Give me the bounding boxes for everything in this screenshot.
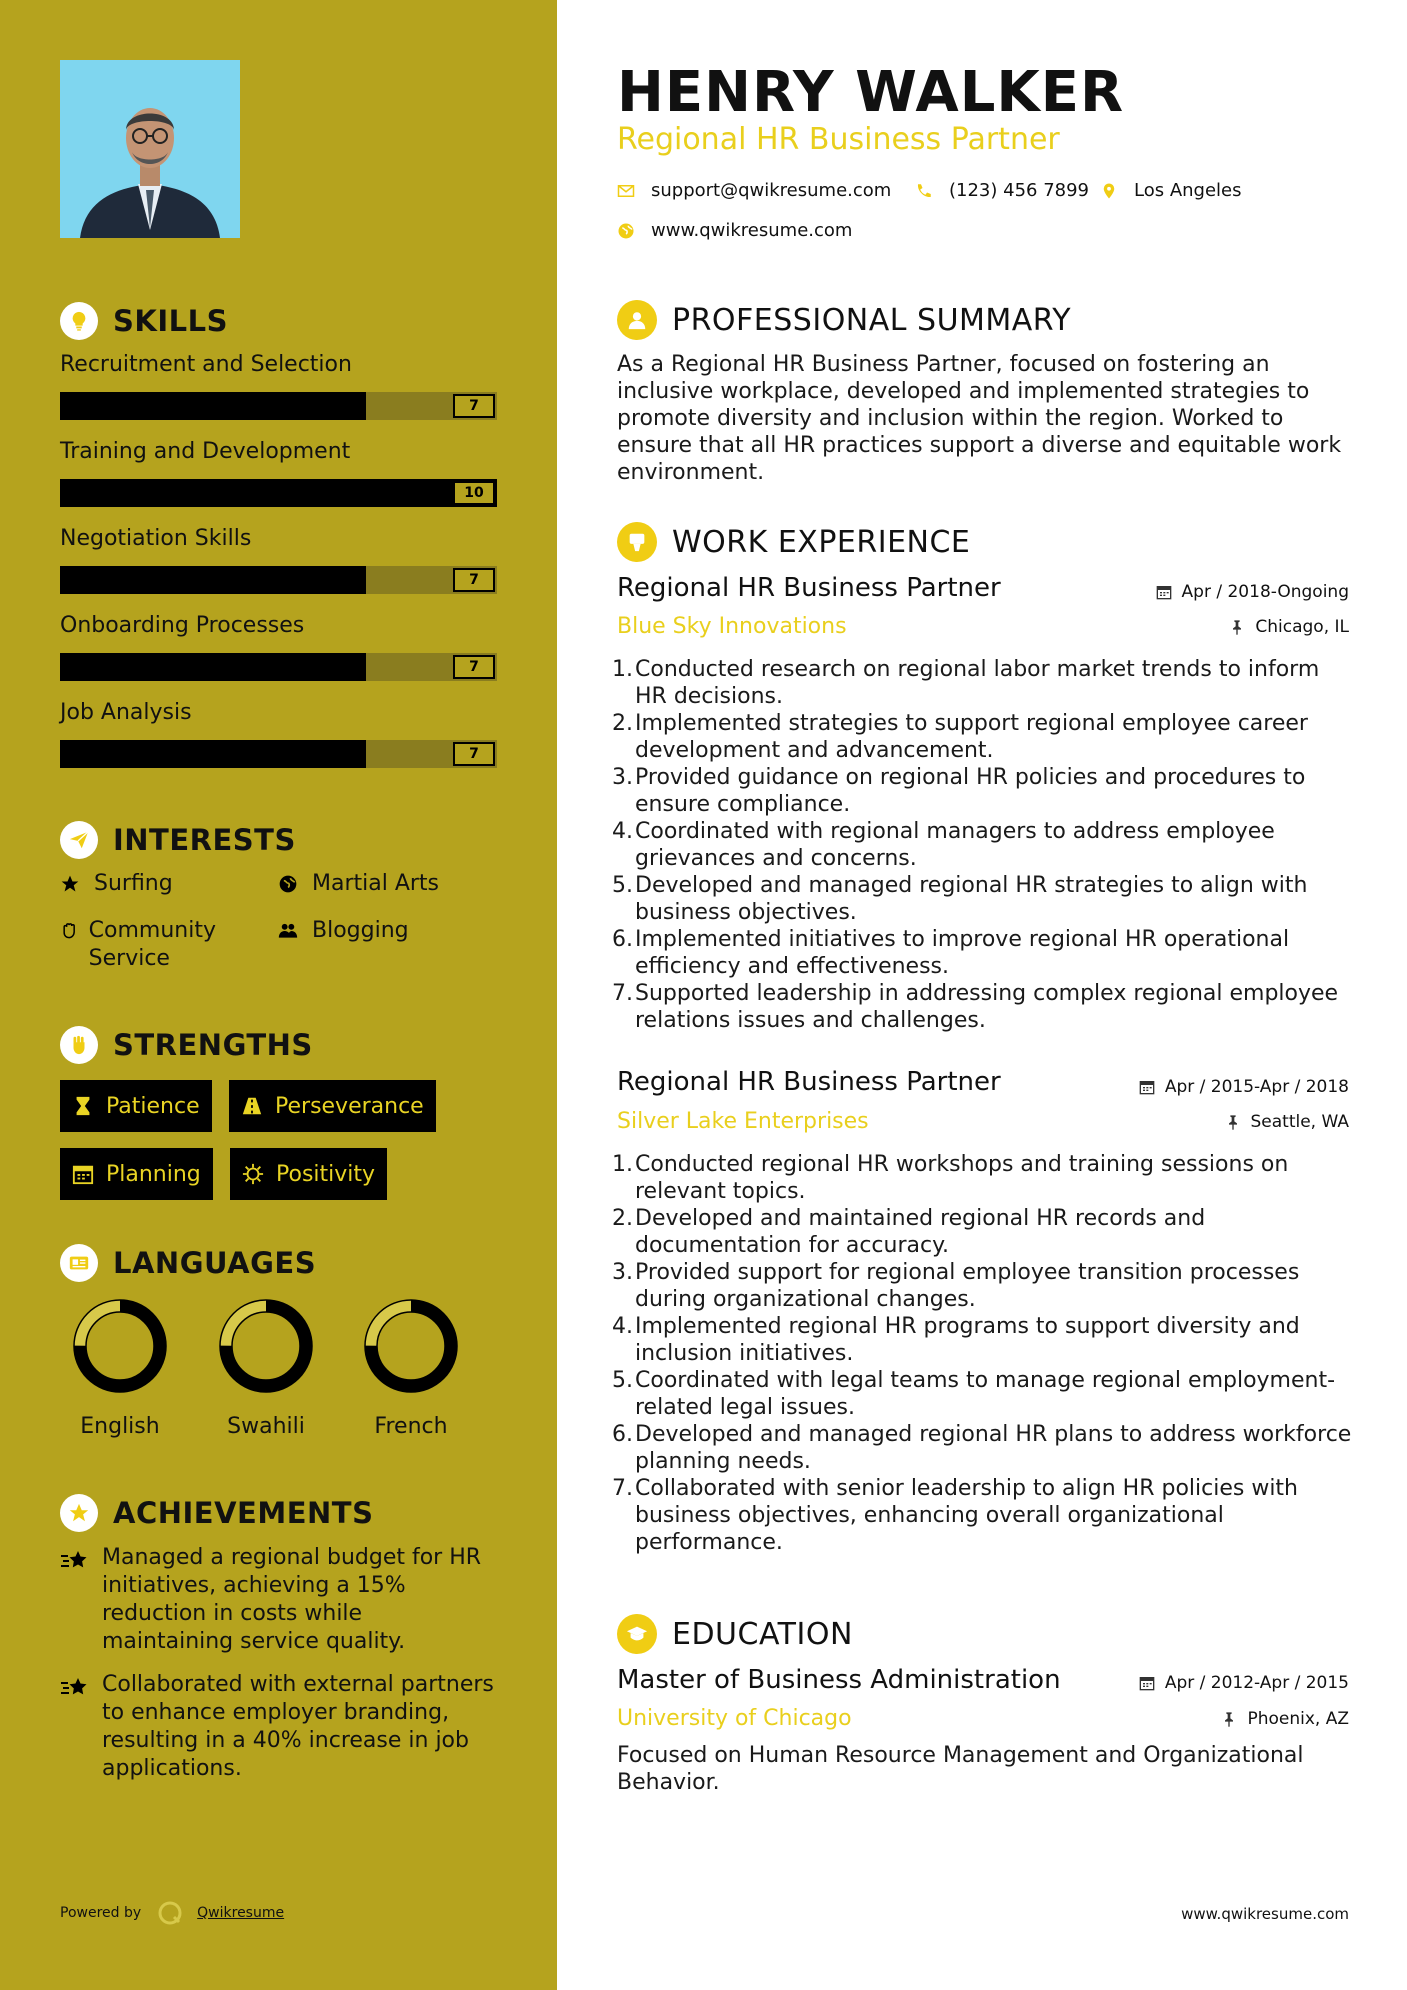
interest-item: [278, 870, 439, 898]
candidate-name: HENRY WALKER: [617, 60, 1125, 125]
hourglass-icon: [72, 1094, 94, 1118]
contact-phone[interactable]: [915, 180, 1089, 201]
calendar-icon: [1139, 1674, 1157, 1692]
location-text: Los Angeles: [1134, 180, 1242, 201]
job-location: [1229, 617, 1349, 637]
globe-icon: [617, 221, 637, 241]
duty-text: Conducted regional HR workshops and training sessions on relevant topics.: [635, 1152, 1289, 1204]
achievement-item: [60, 1671, 500, 1783]
star-icon: [60, 870, 86, 898]
calendar-icon: [72, 1162, 94, 1186]
interest-label: Blogging: [312, 918, 409, 943]
candidate-role: Regional HR Business Partner: [617, 122, 1060, 157]
education-title: EDUCATION: [672, 1616, 853, 1652]
duty-item: 4. Coordinated with regional managers to address employee grievances and concerns.: [612, 819, 1275, 871]
envelope-icon: [617, 181, 637, 201]
id-card-icon: [60, 1244, 98, 1282]
strengths-title: STRENGTHS: [113, 1028, 313, 1062]
duty-item: 1. Conducted regional HR workshops and training sessions on relevant topics.: [612, 1152, 1289, 1204]
summary-text: As a Regional HR Business Partner, focused on fostering an inclusive workplace, developed and implemented strategies to promote diversity and inclusion within the region. Worked to ensure that all HR practices support a diverse and equitable work environment.: [617, 352, 1342, 485]
skills-title: SKILLS: [113, 304, 228, 338]
skill-score: 7: [453, 394, 495, 418]
duty-text: Implemented regional HR programs to support diversity and inclusion initiatives.: [635, 1314, 1300, 1366]
language-item: [50, 1298, 190, 1439]
education-dates: [1139, 1673, 1349, 1693]
skill-bar-fill: [60, 479, 497, 507]
job-company: Silver Lake Enterprises: [617, 1109, 869, 1134]
fist-icon: [60, 1026, 98, 1064]
interest-label: Community Service: [88, 918, 216, 971]
shooting-star-icon: [60, 1544, 90, 1578]
language-ring: [72, 1298, 168, 1394]
duty-text: Supported leadership in addressing complex regional employee relations issues and challenges.: [635, 981, 1339, 1033]
strength-badge: [230, 1148, 387, 1200]
skill-bar-fill: [60, 740, 366, 768]
contact-location: [1100, 180, 1242, 201]
duty-text: Coordinated with regional managers to address employee grievances and concerns.: [635, 819, 1275, 871]
duty-item: 3. Provided guidance on regional HR policies and procedures to ensure compliance.: [612, 765, 1306, 817]
interest-item: [60, 870, 173, 898]
job-dates: [1156, 582, 1349, 602]
skill-score: 7: [453, 655, 495, 679]
strength-label: Patience: [106, 1093, 200, 1119]
education-location: [1221, 1709, 1349, 1729]
language-ring: [218, 1298, 314, 1394]
achievement-text: Managed a regional budget for HR initiatives, achieving a 15% reduction in costs while maintaining service quality.: [102, 1545, 482, 1654]
language-item: [196, 1298, 336, 1439]
interest-item: [278, 917, 409, 945]
skill-bar: [60, 479, 497, 507]
star-badge-icon: [60, 1494, 98, 1532]
pushpin-icon: [1221, 1710, 1239, 1728]
job-title: Regional HR Business Partner: [617, 573, 1001, 603]
email-text: support@qwikresume.com: [651, 180, 892, 201]
skill-item: [60, 352, 497, 420]
skill-name: Recruitment and Selection: [60, 352, 352, 377]
duty-item: 3. Provided support for regional employee transition processes during organizational changes.: [612, 1260, 1300, 1312]
phone-text: (123) 456 7899: [949, 180, 1090, 201]
skill-item: [60, 439, 497, 507]
skill-name: Training and Development: [60, 439, 351, 464]
job-company: Blue Sky Innovations: [617, 614, 847, 639]
job-location-text: Seattle, WA: [1250, 1112, 1349, 1132]
strength-label: Positivity: [276, 1161, 376, 1187]
language-name: French: [374, 1414, 448, 1439]
duty-item: 4. Implemented regional HR programs to support diversity and inclusion initiatives.: [612, 1314, 1300, 1366]
interests-header: [60, 821, 296, 859]
skills-header: [60, 302, 228, 340]
duty-text: Provided support for regional employee transition processes during organizational changes.: [635, 1260, 1300, 1312]
experience-title: WORK EXPERIENCE: [672, 524, 971, 560]
pushpin-icon: [1225, 1113, 1243, 1131]
powered-by: [60, 1900, 284, 1926]
lightbulb-icon: [60, 302, 98, 340]
skill-score: 7: [453, 568, 495, 592]
skill-bar-fill: [60, 566, 366, 594]
duty-text: Conducted research on regional labor market trends to inform HR decisions.: [635, 657, 1320, 709]
duty-item: 7. Collaborated with senior leadership to align HR policies with business objectives, enhancing overall organizational performance.: [612, 1476, 1298, 1555]
profile-photo: [60, 60, 240, 238]
interests-title: INTERESTS: [113, 823, 296, 857]
qwikresume-logo-icon: [157, 1900, 183, 1926]
footer-website[interactable]: www.qwikresume.com: [1181, 1905, 1349, 1923]
skill-score: 10: [453, 481, 495, 505]
strength-label: Planning: [106, 1161, 201, 1187]
duty-text: Provided guidance on regional HR policies and procedures to ensure compliance.: [635, 765, 1306, 817]
education-dates-text: Apr / 2012-Apr / 2015: [1164, 1673, 1349, 1693]
podium-icon: [617, 522, 657, 562]
website-text: www.qwikresume.com: [651, 220, 853, 241]
job-title: Regional HR Business Partner: [617, 1067, 1001, 1097]
duty-text: Implemented strategies to support regional employee career development and advancement.: [635, 711, 1308, 763]
hand-icon: [60, 917, 81, 945]
strength-badge: [229, 1080, 436, 1132]
education-header: [617, 1614, 853, 1654]
road-icon: [241, 1094, 263, 1118]
duty-item: 2. Developed and maintained regional HR records and documentation for accuracy.: [612, 1206, 1206, 1258]
sidebar: [0, 0, 557, 1990]
skill-bar-fill: [60, 392, 366, 420]
skill-bar: [60, 566, 497, 594]
interest-item: [60, 917, 260, 973]
person-portrait-icon: [60, 60, 240, 238]
duty-item: 5. Developed and managed regional HR strategies to align with business objectives.: [612, 873, 1308, 925]
skill-name: Onboarding Processes: [60, 613, 305, 638]
contact-email[interactable]: [617, 180, 891, 201]
summary-header: [617, 300, 1071, 340]
duty-item: 2. Implemented strategies to support regional employee career development and advancement.: [612, 711, 1308, 763]
duty-text: Developed and managed regional HR plans to address workforce planning needs.: [635, 1422, 1352, 1474]
language-name: Swahili: [227, 1414, 305, 1439]
calendar-icon: [1156, 583, 1174, 601]
school-name: University of Chicago: [617, 1706, 852, 1731]
map-pin-icon: [1100, 181, 1120, 201]
summary-title: PROFESSIONAL SUMMARY: [672, 302, 1072, 338]
duty-text: Developed and managed regional HR strategies to align with business objectives.: [635, 873, 1308, 925]
skill-item: [60, 700, 497, 768]
job-location: [1225, 1112, 1350, 1132]
skill-bar-fill: [60, 653, 366, 681]
strength-badge: [60, 1148, 213, 1200]
contact-website[interactable]: [617, 220, 852, 241]
graduation-cap-icon: [617, 1614, 657, 1654]
users-icon: [278, 917, 304, 945]
skill-bar: [60, 653, 497, 681]
job-location-text: Chicago, IL: [1255, 617, 1349, 637]
language-ring: [363, 1298, 459, 1394]
skill-item: [60, 526, 497, 594]
duty-text: Implemented initiatives to improve regional HR operational efficiency and effectiveness.: [635, 927, 1290, 979]
achievement-item: [60, 1544, 500, 1656]
languages-title: LANGUAGES: [113, 1246, 317, 1280]
degree-title: Master of Business Administration: [617, 1665, 1061, 1695]
achievement-text: Collaborated with external partners to enhance employer branding, resulting in a 40% increase in job applications.: [102, 1672, 494, 1781]
paper-plane-icon: [60, 821, 98, 859]
globe-icon: [278, 870, 304, 898]
languages-header: [60, 1244, 316, 1282]
education-location-text: Phoenix, AZ: [1247, 1709, 1349, 1729]
job-dates-text: Apr / 2015-Apr / 2018: [1164, 1077, 1349, 1097]
skill-bar: [60, 392, 497, 420]
experience-header: [617, 522, 970, 562]
sun-icon: [242, 1162, 264, 1186]
user-icon: [617, 300, 657, 340]
interest-label: Surfing: [94, 871, 173, 896]
phone-icon: [915, 181, 935, 201]
duty-text: Collaborated with senior leadership to align HR policies with business objectives, enhancing overall organizational performance.: [635, 1476, 1298, 1555]
duty-text: Coordinated with legal teams to manage regional employment-related legal issues.: [635, 1368, 1336, 1420]
education-description: Focused on Human Resource Management and Organizational Behavior.: [617, 1743, 1304, 1795]
qwikresume-link[interactable]: Qwikresume: [197, 1905, 285, 1921]
powered-by-label: Powered by: [60, 1905, 142, 1921]
skill-name: Job Analysis: [60, 700, 192, 725]
shooting-star-icon: [60, 1671, 90, 1705]
achievements-title: ACHIEVEMENTS: [113, 1496, 374, 1530]
duty-item: 6. Developed and managed regional HR plans to address workforce planning needs.: [612, 1422, 1352, 1474]
job-dates-text: Apr / 2018-Ongoing: [1181, 582, 1349, 602]
job-duties-list: [612, 1151, 1357, 1556]
skill-name: Negotiation Skills: [60, 526, 252, 551]
strength-label: Perseverance: [275, 1093, 424, 1119]
duty-item: 1. Conducted research on regional labor market trends to inform HR decisions.: [612, 657, 1320, 709]
pushpin-icon: [1229, 618, 1247, 636]
strength-badge: [60, 1080, 212, 1132]
duty-item: 5. Coordinated with legal teams to manage regional employment-related legal issues.: [612, 1368, 1336, 1420]
skill-item: [60, 613, 497, 681]
skill-score: 7: [453, 742, 495, 766]
language-item: [341, 1298, 481, 1439]
strengths-header: [60, 1026, 313, 1064]
calendar-icon: [1139, 1078, 1157, 1096]
duty-item: 6. Implemented initiatives to improve regional HR operational efficiency and effectiveness.: [612, 927, 1290, 979]
language-name: English: [80, 1414, 160, 1439]
skill-bar: [60, 740, 497, 768]
duty-text: Developed and maintained regional HR records and documentation for accuracy.: [635, 1206, 1206, 1258]
interest-label: Martial Arts: [312, 871, 440, 896]
duty-item: 7. Supported leadership in addressing complex regional employee relations issues and challenges.: [612, 981, 1339, 1033]
job-dates: [1139, 1077, 1349, 1097]
job-duties-list: [612, 656, 1357, 1034]
achievements-header: [60, 1494, 373, 1532]
